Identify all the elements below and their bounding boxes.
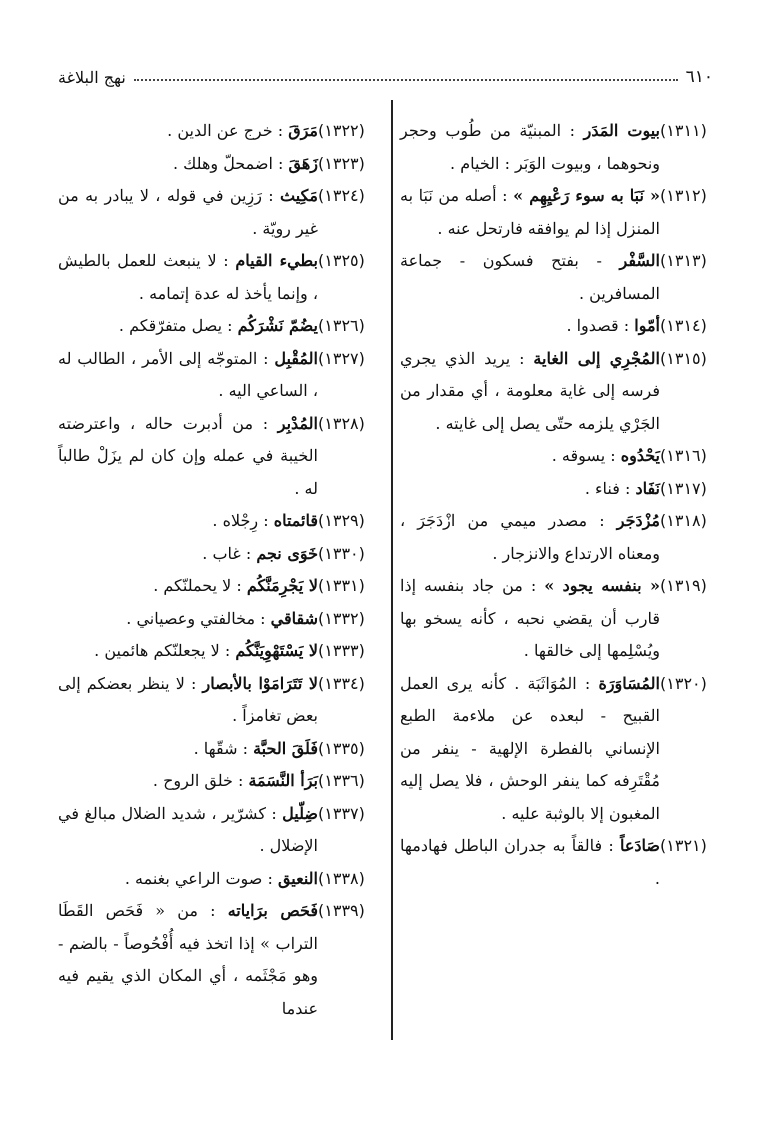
- entry-headword: مَرَقَ: [288, 121, 318, 140]
- entry-number: (١٣١١): [660, 121, 707, 140]
- entry-headword: مَكِيث: [280, 186, 318, 205]
- entry-body: [400, 245, 660, 310]
- entry-headword: بيوت المَدَر: [583, 121, 660, 140]
- entry-number: (١٣٢٩): [318, 511, 365, 530]
- glossary-entry: [400, 343, 722, 441]
- entry-number: (١٣٣٠): [318, 543, 365, 563]
- right-column: [400, 115, 722, 895]
- entry-body: [400, 473, 660, 506]
- entry-body: [400, 115, 660, 180]
- entry-body: [58, 733, 318, 766]
- entry-body: [58, 310, 318, 343]
- entry-number: (١٣٢٨): [318, 413, 365, 433]
- entry-definition: : المبنيّة من طُوب وحجر ونحوهما ، وبيوت الوَبَر : الخيام .: [400, 121, 660, 173]
- entry-headword: النعيق: [277, 868, 318, 888]
- entry-number: (١٣١٧): [660, 478, 707, 498]
- entry-definition: : المُوَاثَبَة . كأنه يرى العمل القبيح - لبعده عن ملاءمة الطبع الإنساني بالفطرة الإلهية - ينفر من مُقْتَرِفه كما ينفر الوحش ، فلا يصل إليه المغبون إلا بالوثبة عليه .: [400, 673, 660, 823]
- entry-number: (١٣٢٥): [318, 251, 365, 270]
- glossary-entry: [400, 570, 722, 668]
- entry-definition: : لا ينبعث للعمل بالطيش ، وإنما يأخذ له عدة إتمامه .: [58, 251, 318, 303]
- entry-definition: : يصل متفرّقكم .: [118, 316, 238, 335]
- entry-number: (١٣٣٤): [318, 673, 365, 693]
- entry-headword: لا يَسْتَهْوِيَنَّكُم: [235, 641, 318, 660]
- glossary-entry: [400, 830, 722, 895]
- entry-headword: ضِلّيل: [282, 803, 318, 823]
- entry-body: [58, 148, 318, 181]
- entry-number: (١٣١٤): [660, 316, 707, 335]
- entry-definition: : رِجْلاه .: [212, 511, 274, 530]
- entry-definition: : مخالفتي وعصياني .: [126, 608, 271, 628]
- left-column: [58, 115, 380, 1025]
- entry-definition: : غاب .: [202, 543, 257, 563]
- entry-body: [400, 570, 660, 668]
- entry-definition: : من جاد بنفسه إذا قارب أن يقضي نحبه ، كأنه يسخو بها ويُسْلِمها إلى خالقها .: [400, 576, 660, 660]
- entry-body: [58, 505, 318, 538]
- entry-headword: فَحَص برَاياته: [227, 901, 319, 920]
- entry-definition: : اضمحلّ وهلك .: [172, 153, 289, 173]
- entry-headword: خَوَى نجم: [256, 543, 318, 563]
- page-number: ٦١٠: [685, 67, 713, 87]
- entry-body: [58, 538, 318, 571]
- entry-definition: : صوت الراعي بغنمه .: [124, 868, 278, 888]
- entry-number: (١٣١٨): [660, 511, 707, 530]
- glossary-entry: [58, 310, 380, 343]
- glossary-entry: [400, 505, 722, 570]
- entry-definition: : من أدبرت حاله ، واعترضته الخيبة في عمله وإن كان لم يزَلْ طالباً له .: [58, 413, 318, 498]
- entry-definition: : مصدر ميمي من ازْدَجَرَ ، ومعناه الارتداع والانزجار .: [400, 511, 660, 563]
- entry-number: (١٣٢٦): [318, 316, 365, 335]
- glossary-entry: [58, 863, 380, 896]
- entry-body: [58, 245, 318, 310]
- entry-headword: « نَبَا به سوء رَعْيِهِم »: [513, 186, 660, 205]
- entry-number: (١٣٣٣): [318, 641, 365, 660]
- entry-headword: المُسَاوَرَة: [598, 673, 660, 693]
- entry-number: (١٣٢٠): [660, 673, 707, 693]
- glossary-entry: [400, 668, 722, 831]
- glossary-entry: [400, 115, 722, 180]
- entry-number: (١٣٣١): [318, 576, 365, 595]
- entry-headword: السَّفْر: [619, 251, 660, 270]
- entry-headword: شقاقي: [270, 608, 318, 628]
- entry-body: [58, 765, 318, 798]
- glossary-entry: [58, 798, 380, 863]
- glossary-entry: [58, 115, 380, 148]
- entry-headword: بطيء القيام: [235, 251, 319, 270]
- entry-body: [400, 343, 660, 441]
- entry-definition: : لا يجعلنّكم هائمين .: [94, 641, 236, 660]
- entry-definition: : كشرّير ، شديد الضلال مبالغ في الإضلال .: [58, 803, 318, 855]
- glossary-entry: [58, 538, 380, 571]
- entry-number: (١٣٢٣): [318, 153, 365, 173]
- entry-headword: لا تَتَرَامَوْا بالأبصار: [202, 673, 318, 693]
- entry-definition: : لا يحملنّكم .: [153, 576, 247, 595]
- entry-body: [58, 115, 318, 148]
- entry-headword: يَحْدُوه: [620, 446, 660, 465]
- entry-number: (١٣١٥): [660, 348, 707, 368]
- entry-headword: صَادَعاً: [619, 836, 660, 855]
- entry-number: (١٣٣٢): [318, 608, 365, 628]
- entry-definition: : شقّها .: [193, 738, 254, 758]
- entry-headword: زَهَقَ: [288, 153, 318, 173]
- entry-number: (١٣٢١): [660, 836, 707, 855]
- entry-body: [58, 668, 318, 733]
- entry-definition: : قصدوا .: [566, 316, 635, 335]
- page-header: [58, 64, 713, 90]
- entry-body: [400, 830, 660, 895]
- entry-number: (١٣٢٧): [318, 348, 365, 368]
- entry-number: (١٣١٣): [660, 251, 707, 270]
- entry-headword: أمّوا: [634, 316, 660, 335]
- entry-body: [58, 343, 318, 408]
- entry-definition: : لا ينظر بعضكم إلى بعض تغامزاً .: [58, 673, 318, 725]
- entry-body: [58, 603, 318, 636]
- running-title: نهج البلاغة: [58, 67, 126, 87]
- glossary-entry: [58, 408, 380, 506]
- entry-definition: : يسوقه .: [551, 446, 621, 465]
- entry-body: [400, 668, 660, 831]
- entry-body: [58, 895, 318, 1025]
- entry-headword: لا يَجْرِمَنَّكُم: [246, 576, 318, 595]
- entry-body: [400, 180, 660, 245]
- entry-body: [58, 863, 318, 896]
- entry-definition: : خلق الروح .: [152, 771, 249, 790]
- glossary-entry: [58, 505, 380, 538]
- entry-definition: : رَزِين في قوله ، لا يبادر به من غير رويّة .: [58, 186, 318, 238]
- glossary-entry: [400, 310, 722, 343]
- entry-body: [58, 635, 318, 668]
- entry-body: [58, 408, 318, 506]
- glossary-entry: [58, 733, 380, 766]
- entry-headword: مُزْدَجَر: [616, 511, 660, 530]
- column-divider: [391, 100, 393, 1040]
- glossary-entry: [400, 245, 722, 310]
- entry-number: (١٣٣٨): [318, 868, 365, 888]
- entry-number: (١٣٢٤): [318, 186, 365, 205]
- entry-body: [400, 505, 660, 570]
- entry-body: [58, 798, 318, 863]
- entry-headword: قائمتاه: [273, 511, 318, 530]
- entry-headword: بَرَأ النَّسَمَة: [248, 771, 318, 790]
- entry-body: [400, 440, 660, 473]
- entry-number: (١٣٣٩): [318, 901, 365, 920]
- entry-definition: - بفتح فسكون - جماعة المسافرين .: [400, 251, 660, 303]
- entry-body: [58, 570, 318, 603]
- entry-body: [58, 180, 318, 245]
- entry-number: (١٣١٦): [660, 446, 707, 465]
- entry-definition: : المتوجّه إلى الأمر ، الطالب له ، الساعي اليه .: [58, 348, 318, 400]
- entry-number: (١٣٣٧): [318, 803, 365, 823]
- entry-definition: : خرج عن الدين .: [167, 121, 289, 140]
- glossary-entry: [58, 765, 380, 798]
- entry-headword: المُقْبِل: [274, 348, 318, 368]
- glossary-entry: [58, 570, 380, 603]
- entry-headword: نَفَاد: [635, 478, 660, 498]
- entry-definition: : فالقاً به جدران الباطل فهادمها .: [400, 836, 660, 888]
- entry-headword: يضُمّ نَشْرَكُم: [237, 316, 318, 335]
- glossary-entry: [400, 440, 722, 473]
- glossary-entry: [400, 473, 722, 506]
- entry-number: (١٣٣٥): [318, 738, 365, 758]
- glossary-entry: [58, 895, 380, 1025]
- entry-definition: : أصله من نَبَا به المنزل إذا لم يوافقه فارتحل عنه .: [400, 186, 660, 238]
- entry-number: (١٣١٩): [660, 576, 707, 595]
- entry-number: (١٣١٢): [660, 186, 707, 205]
- entry-headword: المُدْبِر: [277, 413, 318, 433]
- entry-definition: : يريد الذي يجري فرسه إلى غاية معلومة ، أي مقدار من الجَرْي يلزمه حتّى يصل إلى غايته .: [400, 348, 660, 433]
- glossary-entry: [58, 148, 380, 181]
- entry-definition: : من « فَحَص القَطَا التراب » إذا اتخذ فيه أُفْحُوصاً - بالضم - وهو مَجْثَمه ، أي المكان الذي يقيم فيه عندما: [58, 901, 318, 1018]
- glossary-entry: [58, 343, 380, 408]
- entry-headword: المُجْرِي إلى الغاية: [533, 348, 660, 368]
- glossary-entry: [58, 635, 380, 668]
- entry-number: (١٣٢٢): [318, 121, 365, 140]
- entry-headword: « بنفسه يجود »: [544, 576, 661, 595]
- entry-definition: : فناء .: [584, 478, 636, 498]
- entry-number: (١٣٣٦): [318, 771, 365, 790]
- glossary-entry: [58, 245, 380, 310]
- glossary-entry: [58, 180, 380, 245]
- glossary-entry: [400, 180, 722, 245]
- entry-body: [400, 310, 660, 343]
- entry-headword: فَلَقَ الحبَّة: [253, 738, 318, 758]
- glossary-entry: [58, 668, 380, 733]
- glossary-entry: [58, 603, 380, 636]
- header-dotted-leader: [134, 79, 678, 81]
